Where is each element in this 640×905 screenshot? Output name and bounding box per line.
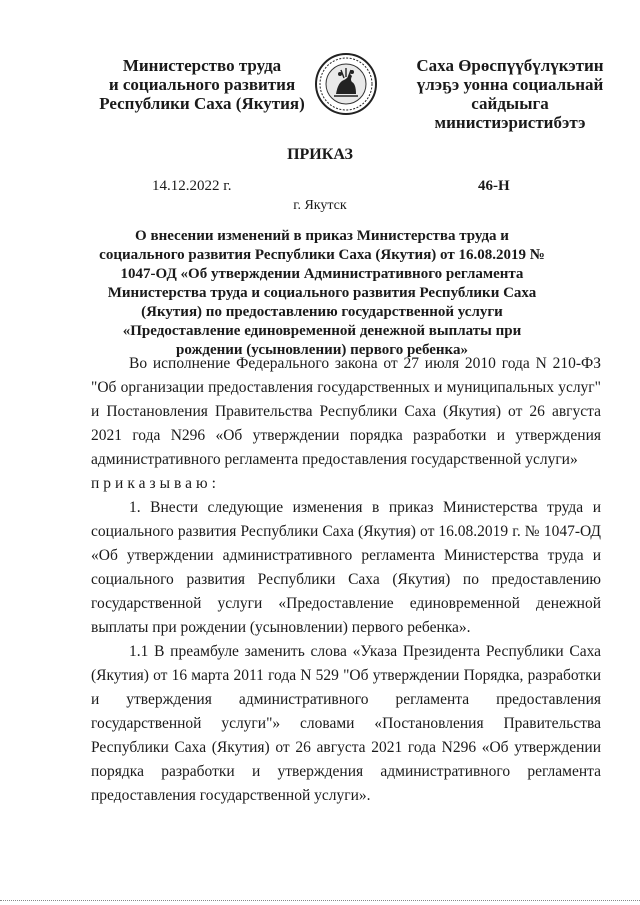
document-body — [91, 352, 601, 808]
ministry-name-line: и социального развития — [108, 75, 296, 94]
document-number: 46-Н — [478, 178, 510, 194]
ministry-name-line: Министерство труда — [122, 56, 282, 75]
document-subject: О внесении изменений в приказ Министерства труда и социального развития Республики Саха (Якутия) от 16.08.2019 № 1047-ОД «Об утверждении Административного регламента Министерства труда и социального развития Республики Саха (Якутия) по предоставлению государственной услуги «Предоставление единовременной денежной выплаты при рождении (усыновлении) первого ребенка» — [99, 228, 545, 358]
preamble-paragraph: Во исполнение Федерального закона от 27 июля 2010 года N 210-ФЗ "Об организации предоставления государственных и муниципальных услуг" и Постановления Правительства Республики Саха (Якутия) от 26 августа 2021 года N296 «Об утверждении порядка разработки и утверждения административного регламента предоставления государственной услуги» — [91, 355, 601, 468]
ministry-name-line: Республики Саха (Якутия) — [99, 94, 305, 113]
document-type: ПРИКАЗ — [287, 146, 353, 163]
ministry-name-yakut — [400, 56, 620, 132]
item-1-paragraph: 1. Внести следующие изменения в приказ Министерства труда и социального развития Республики Саха (Якутия) от 16.08.2019 г. № 1047-ОД «Об утверждении административного регламента Министерства труда и социального развития Республики Саха (Якутия) по предоставлению государственной услуги «Предоставление единовременной денежной выплаты при рождении (усыновлении) первого ребенка». — [91, 499, 601, 636]
document-city: г. Якутск — [293, 198, 347, 213]
document-date: 14.12.2022 г. — [152, 178, 232, 194]
ministry-name-line: сайдыыга министиэристибэтэ — [434, 94, 586, 132]
ministry-name-line: үлэҕэ уонна социальнай — [416, 75, 604, 94]
item-1-1-paragraph: 1.1 В преамбуле заменить слова «Указа Президента Республики Саха (Якутия) от 16 марта 2011 года N 529 "Об утверждении Порядка, разработки и утверждения административного регламента предоставления государственной услуги"» словами «Постановления Правительства Республики Саха (Якутия) от 26 августа 2021 года N296 «Об утверждении порядка разработки и утверждения административного регламента предоставления государственной услуги». — [91, 643, 601, 804]
ministry-name-line: Саха Өрөспүүбүлүкэтин — [416, 56, 604, 75]
coat-of-arms-icon — [314, 52, 378, 116]
order-word: приказываю: — [91, 475, 220, 492]
page-edge-divider — [0, 900, 640, 901]
ministry-name-russian — [92, 56, 312, 113]
